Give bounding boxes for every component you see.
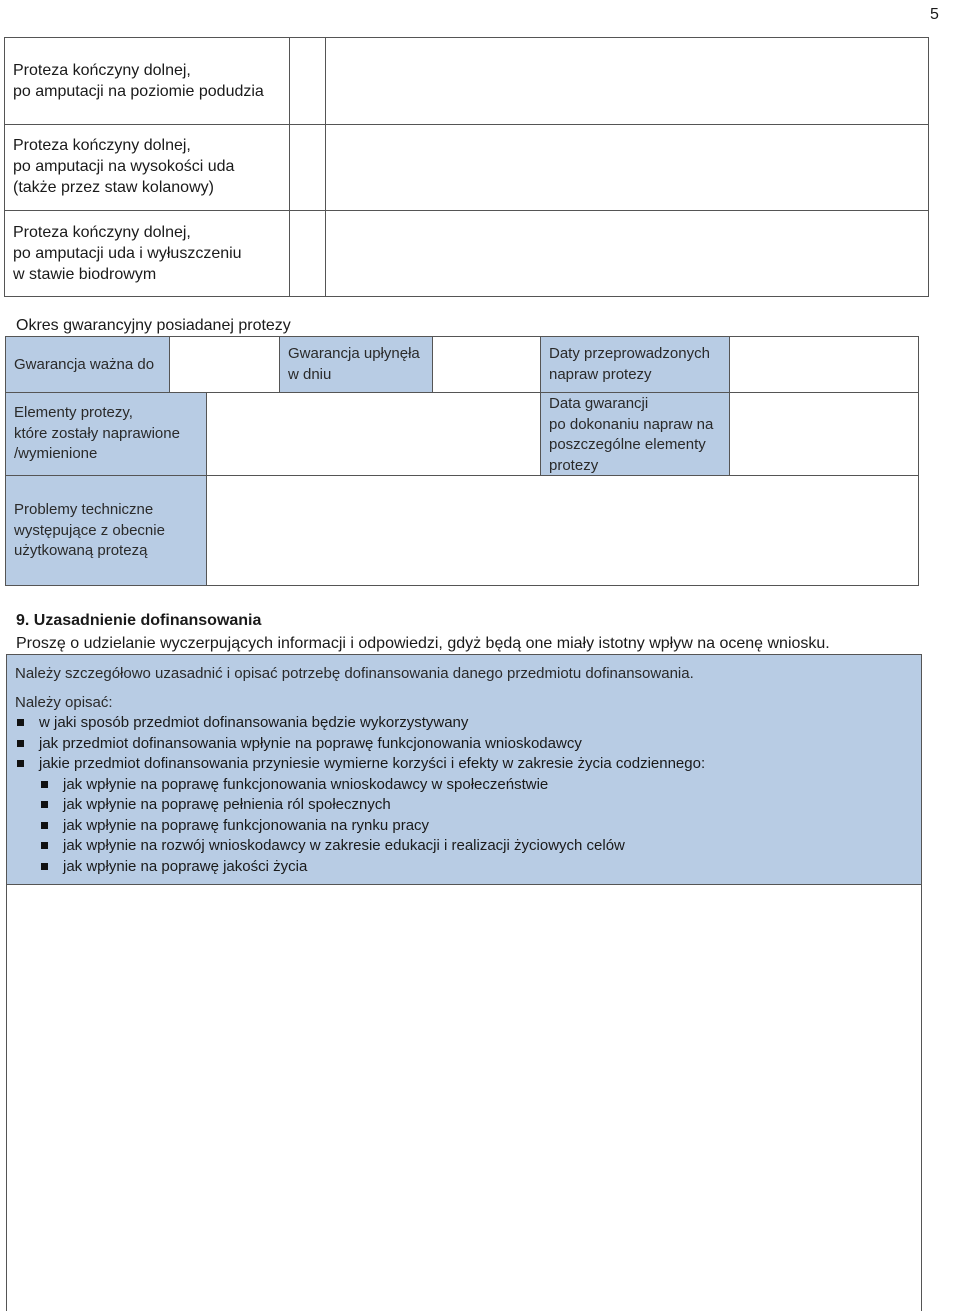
prosthesis-row-2-checkbox[interactable] (289, 124, 326, 211)
warranty-valid-until-input[interactable] (169, 336, 280, 393)
describe-sublist (15, 775, 913, 878)
justification-instructions-box (6, 654, 922, 885)
page-number: 5 (930, 6, 939, 23)
prosthesis-row-1-label: Proteza kończyny dolnej, po amputacji na poziomie podudzia (4, 37, 290, 125)
repaired-elements-input[interactable] (206, 392, 541, 476)
list-item: jak wpłynie na poprawę pełnienia ról społecznych (15, 795, 913, 816)
warranty-title: Okres gwarancyjny posiadanej protezy (16, 317, 291, 334)
prosthesis-row-3-checkbox[interactable] (289, 210, 326, 297)
repair-dates-label: Daty przeprowadzonych napraw protezy (540, 336, 730, 393)
repaired-elements-label: Elementy protezy, które zostały naprawione /wymienione (5, 392, 207, 476)
warranty-expired-input[interactable] (432, 336, 541, 393)
list-item: jak wpłynie na poprawę funkcjonowania wnioskodawcy w społeczeństwie (15, 775, 913, 796)
prosthesis-row-2-label: Proteza kończyny dolnej, po amputacji na wysokości uda (także przez staw kolanowy) (4, 124, 290, 211)
list-item: jak przedmiot dofinansowania wpłynie na poprawę funkcjonowania wnioskodawcy (15, 734, 913, 755)
prosthesis-row-3-label: Proteza kończyny dolnej, po amputacji uda i wyłuszczeniu w stawie biodrowym (4, 210, 290, 297)
technical-problems-input[interactable] (206, 475, 919, 586)
section-9-heading: 9. Uzasadnienie dofinansowania (16, 612, 262, 629)
warranty-expired-label: Gwarancja upłynęła w dniu (279, 336, 433, 393)
describe-label: Należy opisać: (15, 693, 113, 711)
prosthesis-row-3-notes[interactable] (325, 210, 929, 297)
list-item: jakie przedmiot dofinansowania przyniesie wymierne korzyści i efekty w zakresie życia codziennego: (15, 754, 913, 775)
prosthesis-row-1-notes[interactable] (325, 37, 929, 125)
warranty-valid-until-label: Gwarancja ważna do (5, 336, 170, 393)
prosthesis-row-1-checkbox[interactable] (289, 37, 326, 125)
list-item: jak wpłynie na poprawę funkcjonowania na rynku pracy (15, 816, 913, 837)
prosthesis-row-2-notes[interactable] (325, 124, 929, 211)
list-item: w jaki sposób przedmiot dofinansowania będzie wykorzystywany (15, 713, 913, 734)
repair-dates-input[interactable] (729, 336, 919, 393)
list-item: jak wpłynie na rozwój wnioskodawcy w zakresie edukacji i realizacji życiowych celów (15, 836, 913, 857)
describe-list (15, 713, 913, 775)
justification-text-area[interactable] (6, 884, 922, 1311)
warranty-date-input[interactable] (729, 392, 919, 476)
warranty-date-label: Data gwarancji po dokonaniu napraw na poszczególne elementy protezy (540, 392, 730, 476)
justification-intro: Należy szczegółowo uzasadnić i opisać potrzebę dofinansowania danego przedmiotu dofinansowania. (15, 665, 694, 682)
section-9-instruction: Proszę o udzielanie wyczerpujących informacji i odpowiedzi, gdyż będą one miały istotny wpływ na ocenę wniosku. (16, 635, 830, 652)
list-item: jak wpłynie na poprawę jakości życia (15, 857, 913, 878)
technical-problems-label: Problemy techniczne występujące z obecnie użytkowaną protezą (5, 475, 207, 586)
